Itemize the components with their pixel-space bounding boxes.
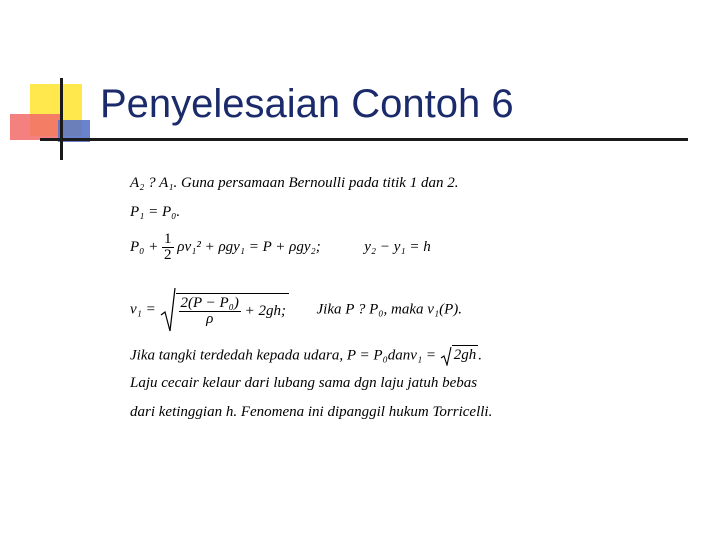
fraction-pressure: $\frac{\text{2(P − P₀)}}{\rho}$	[180, 295, 239, 327]
slide-title: Penyelesaian Contoh 6	[100, 82, 514, 126]
radical-sign-icon	[440, 346, 452, 366]
equation-line-1: A₂ ? A₁. Guna persamaan Bernoulli pada titik 1 dan 2.	[130, 175, 459, 191]
deco-vertical-line	[60, 78, 63, 160]
radical-sign-icon	[160, 287, 176, 333]
text-line-7: dari ketinggian h. Fenomena ini dipanggil hukum Torricelli.	[130, 404, 493, 420]
fraction-one-half: $\frac{1}{2}$	[164, 231, 172, 263]
title-underline	[40, 138, 688, 141]
text-line-6: Laju cecair kelaur dari lubang sama dgn laju jatuh bebas	[130, 375, 478, 391]
deco-square-red	[10, 114, 60, 140]
equation-line-5: Jika tangki terdedah kepada udara, P = P₀danv₁ = 2gh .	[130, 346, 482, 366]
equation-line-3: P₀ + $\frac{1}{2}$ ρv₁² + ρgy₁ = P + ρgy₂; y₂ − y₁ = h	[130, 231, 431, 263]
equation-line-2: P₁ = P₀.	[130, 204, 181, 220]
square-root-2gh: 2gh	[440, 346, 479, 366]
square-root: $\frac{\text{2(P − P₀)}}{\rho}$ + 2gh;	[160, 287, 290, 333]
equation-line-4: v₁ = $\frac{\text{2(P − P₀)}}{\rho}$ + 2gh; Jika P ? P₀, maka v₁(P).	[130, 287, 462, 333]
